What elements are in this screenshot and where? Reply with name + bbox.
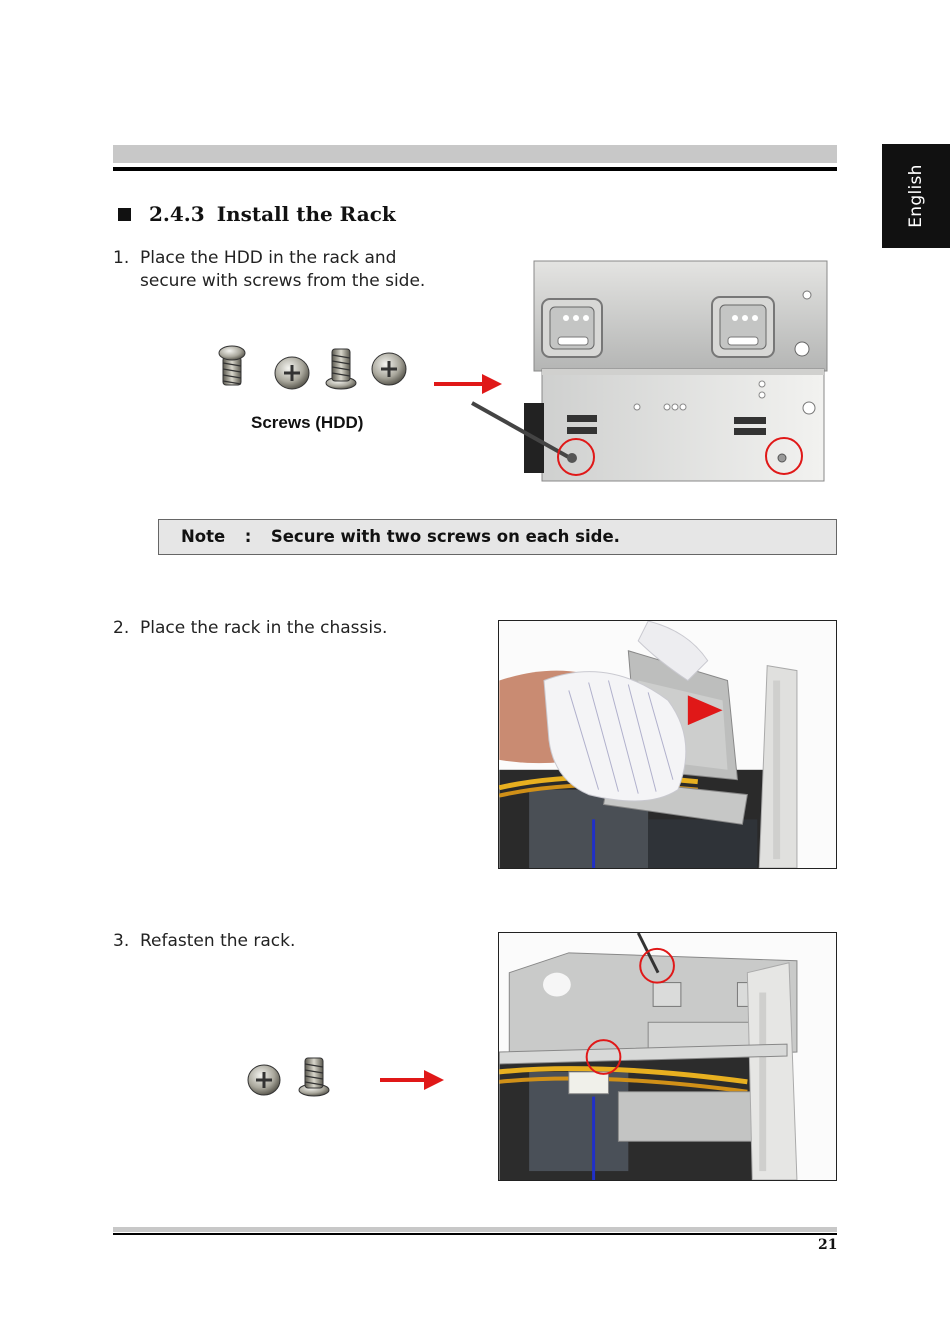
language-tab-label: English (906, 164, 926, 228)
screw-side-icon (299, 1058, 329, 1096)
note-text: Secure with two screws on each side. (270, 527, 620, 546)
note-box (158, 519, 837, 555)
step-text-cont: secure with screws from the side. (140, 271, 426, 291)
step-number: 3. (113, 931, 130, 951)
screw-head-icon (275, 357, 309, 389)
hdd-screws-illustration (215, 343, 410, 393)
step-text: Place the HDD in the rack and (140, 248, 397, 268)
step-2 (113, 617, 387, 640)
screw-side-icon (326, 349, 356, 389)
screw-head-icon (372, 353, 406, 385)
footer-black-rule (113, 1233, 837, 1235)
footer-grey-bar (113, 1227, 837, 1232)
step-number: 1. (113, 248, 130, 268)
header-black-rule (113, 167, 837, 171)
screw-head-icon (248, 1065, 280, 1095)
rack-in-chassis-photo (498, 620, 837, 869)
note-separator: : (244, 527, 252, 546)
square-bullet-icon (118, 208, 131, 221)
section-number: 2.4.3 (149, 202, 205, 226)
step-3 (113, 930, 295, 953)
step-text: Place the rack in the chassis. (140, 618, 388, 638)
section-title: Install the Rack (216, 202, 396, 226)
header-grey-bar (113, 145, 837, 163)
red-arrow-icon (378, 1068, 446, 1092)
screws-caption: Screws (HDD) (251, 413, 364, 432)
step-text: Refasten the rack. (140, 931, 296, 951)
rack-screws-illustration (244, 1054, 336, 1100)
step-1 (113, 247, 425, 293)
page-number: 21 (818, 1237, 838, 1253)
language-tab (882, 144, 950, 248)
section-heading (118, 202, 396, 226)
hdd-rack-photo (462, 257, 837, 489)
step-number: 2. (113, 618, 130, 638)
note-label: Note (181, 527, 226, 546)
refasten-rack-photo (498, 932, 837, 1181)
screw-side-icon (219, 346, 245, 385)
